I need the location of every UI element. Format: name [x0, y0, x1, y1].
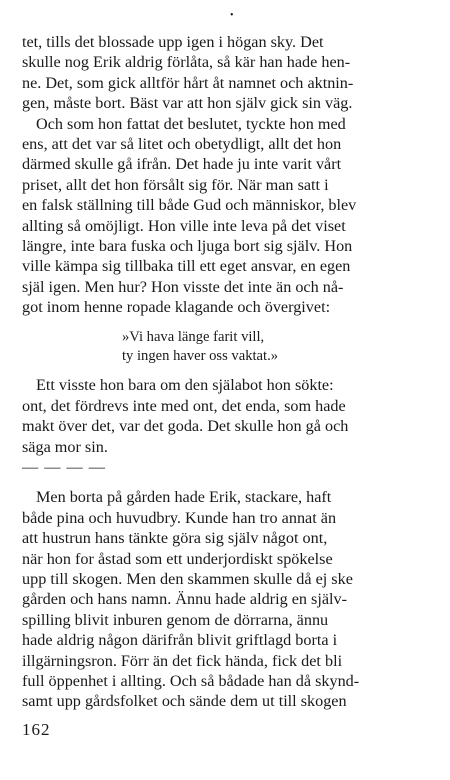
text-line: en falsk ställning till både Gud och människor, blev — [22, 196, 357, 215]
paragraph-1 — [22, 32, 432, 114]
text-line: hade aldrig någon därifrån blivit griftlagd borta i — [22, 631, 338, 650]
paragraph-3 — [22, 375, 432, 457]
top-mark: • — [230, 10, 234, 21]
verse-line: ty ingen haver oss vaktat.» — [122, 348, 279, 365]
section-separator: — — — — — [22, 458, 106, 477]
text-line: Men borta på gården hade Erik, stackare, haft — [36, 488, 332, 507]
page-number: 162 — [22, 720, 51, 739]
text-line: ne. Det, som gick alltför hårt åt namnet och aktnin- — [22, 73, 354, 92]
text-line: Ett visste hon bara om den själabot hon sökte: — [36, 376, 334, 395]
text-line: längre, inte bara fuska och ljuga bort sig själv. Hon — [22, 236, 353, 255]
text-line: därmed skulle gå ifrån. Det hade ju inte varit vårt — [22, 155, 342, 174]
text-line: när hon for åstad som ett underjordiskt spökelse — [22, 549, 333, 568]
text-line: full öppenhet i allting. Och så bådade han då skynd- — [22, 671, 360, 690]
text-line: samt upp gårdsfolket och sände dem ut till skogen — [22, 692, 347, 711]
text-line: got inom henne ropade klagande och övergivet: — [22, 298, 331, 317]
text-line: gen, måste bort. Bäst var att hon själv gick sin väg. — [22, 94, 353, 113]
verse-quote — [22, 327, 432, 365]
text-line: ont, det fördrevs inte med ont, det enda, som hade — [22, 396, 346, 415]
paragraph-4 — [22, 487, 432, 711]
text-line: själ igen. Men hur? Hon visste det inte än och nå- — [22, 277, 344, 296]
text-line: upp till skogen. Men den skammen skulle då ej ske — [22, 569, 353, 588]
text-line: gården och hans namn. Ännu hade aldrig en själv- — [22, 590, 347, 609]
text-line: ville kämpa sig tillbaka till ett eget ansvar, en egen — [22, 257, 351, 276]
body-text — [22, 32, 432, 712]
text-line: att hustrun hans tänkte göra sig själv något ont, — [22, 529, 328, 548]
paragraph-2 — [22, 114, 432, 318]
text-line: både pina och huvudbry. Kunde han tro annat än — [22, 508, 337, 527]
text-line: spilling blivit inburen genom de dörrarna, ännu — [22, 610, 329, 629]
verse-line: »Vi hava länge farit vill, — [122, 329, 265, 346]
text-line: ens, att det var så litet och obetydligt, allt det hon — [22, 134, 342, 153]
text-line: priset, allt det hon försålt sig för. När man satt i — [22, 175, 329, 194]
text-line: tet, tills det blossade upp igen i högan sky. Det — [22, 33, 324, 51]
text-line: illgärningsron. Förr än det fick hända, fick det bli — [22, 651, 343, 670]
text-line: säga mor sin. — [22, 437, 108, 456]
text-line: makt över det, var det goda. Det skulle hon gå och — [22, 417, 349, 436]
text-line: skulle nog Erik aldrig förlåta, så kär han hade hen- — [22, 53, 351, 72]
text-line: allting så omöjligt. Hon ville inte leva på det viset — [22, 216, 346, 235]
text-line: Och som hon fattat det beslutet, tyckte hon med — [36, 114, 346, 133]
